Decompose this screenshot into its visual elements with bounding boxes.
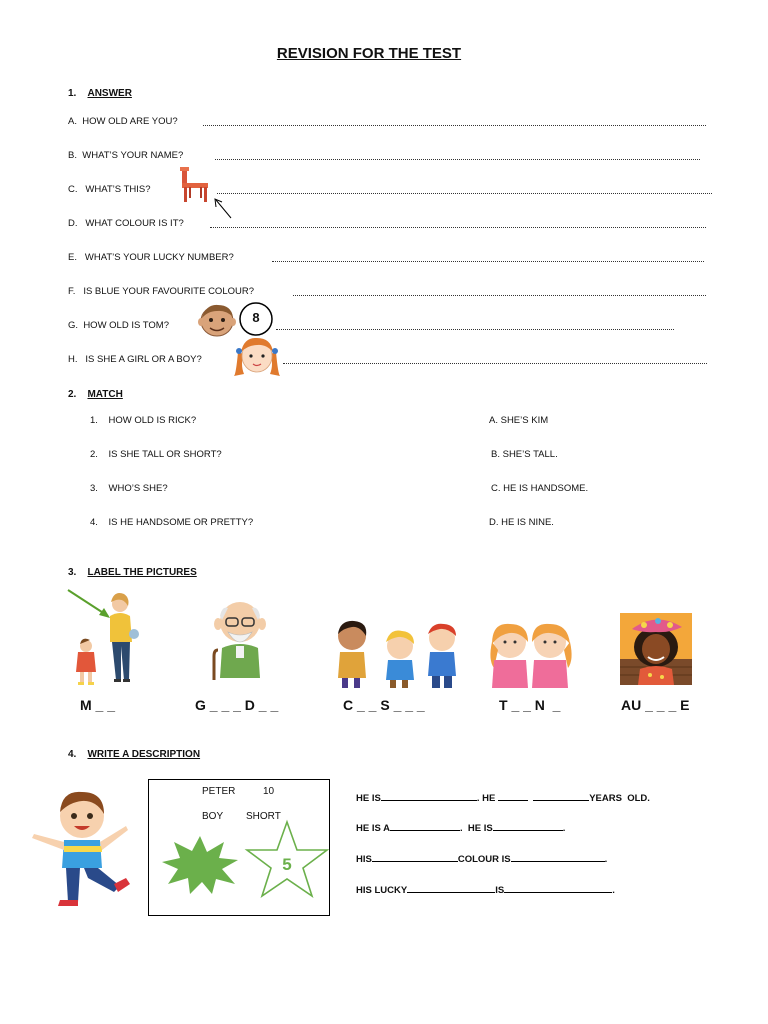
section-4-heading: 4. WRITE A DESCRIPTION <box>68 749 201 760</box>
blank-4b[interactable] <box>504 892 612 893</box>
answer-line-e[interactable] <box>272 261 704 262</box>
blank-2b[interactable] <box>493 830 563 831</box>
green-starburst-icon <box>160 836 240 894</box>
section-2-heading: 2. MATCH <box>68 389 123 400</box>
girl-face-icon <box>230 334 284 378</box>
match-left-2: 2. IS SHE TALL OR SHORT? <box>90 449 222 460</box>
blank-4a[interactable] <box>407 892 495 893</box>
label-twins: T _ _ N _ <box>499 697 561 713</box>
desc-line-4: HIS LUCKY IS . <box>356 885 615 896</box>
desc-line-2: HE IS A . HE IS . <box>356 823 566 834</box>
question-d: D. WHAT COLOUR IS IT? <box>68 218 184 229</box>
twins-picture <box>486 620 576 690</box>
section-3-heading: 3. LABEL THE PICTURES <box>68 567 197 578</box>
answer-line-g[interactable] <box>276 329 674 330</box>
match-right-d: D. HE IS NINE. <box>489 517 554 528</box>
section-1-heading: 1. ANSWER <box>68 88 132 99</box>
chair-icon <box>175 165 213 203</box>
card-gender: BOY <box>202 811 224 822</box>
desc-line-1: HE IS . HE YEARS OLD. <box>356 793 650 804</box>
blank-1b[interactable] <box>498 800 528 801</box>
blank-3b[interactable] <box>511 861 605 862</box>
match-right-a: A. SHE’S KIM <box>489 415 549 426</box>
match-right-b: B. SHE’S TALL. <box>491 449 558 460</box>
boy-face-icon <box>198 302 236 338</box>
question-b: B. WHAT’S YOUR NAME? <box>68 150 184 161</box>
question-h: H. IS SHE A GIRL OR A BOY? <box>68 354 202 365</box>
boy-peter-picture <box>30 786 132 908</box>
card-name: PETER <box>202 786 236 797</box>
blank-3a[interactable] <box>372 861 458 862</box>
match-left-4: 4. IS HE HANDSOME OR PRETTY? <box>90 517 254 528</box>
question-g: G. HOW OLD IS TOM? <box>68 320 170 331</box>
grandfather-picture <box>200 598 280 682</box>
answer-line-a[interactable] <box>203 125 706 126</box>
label-cousins: C _ _ S _ _ _ <box>343 697 425 713</box>
label-mother: M _ _ <box>80 697 116 713</box>
question-a: A. HOW OLD ARE YOU? <box>68 116 178 127</box>
label-grandad: G _ _ _ D _ _ <box>195 697 279 713</box>
answer-line-h[interactable] <box>283 363 707 364</box>
aunt-picture <box>620 613 692 685</box>
blank-1c[interactable] <box>533 800 589 801</box>
page-title: REVISION FOR THE TEST <box>276 45 462 62</box>
question-f: F. IS BLUE YOUR FAVOURITE COLOUR? <box>68 286 255 297</box>
starburst-shape <box>162 836 238 894</box>
cousins-picture <box>332 618 466 690</box>
match-left-3: 3. WHO’S SHE? <box>90 483 168 494</box>
blank-1a[interactable] <box>381 800 477 801</box>
answer-line-c[interactable] <box>217 193 712 194</box>
match-left-1: 1. HOW OLD IS RICK? <box>90 415 197 426</box>
card-age: 10 <box>263 786 275 797</box>
question-c: C. WHAT’S THIS? <box>68 184 151 195</box>
blank-2a[interactable] <box>390 830 460 831</box>
answer-line-b[interactable] <box>215 159 700 160</box>
tom-age: 8 <box>252 310 260 325</box>
match-right-c: C. HE IS HANDSOME. <box>491 483 589 494</box>
answer-line-d[interactable] <box>210 227 706 228</box>
label-aunt: AU _ _ _ E <box>621 697 690 713</box>
desc-line-3: HIS COLOUR IS . <box>356 854 608 865</box>
arrow-icon <box>212 196 234 220</box>
card-height: SHORT <box>246 811 281 822</box>
question-e: E. WHAT’S YOUR LUCKY NUMBER? <box>68 252 234 263</box>
lucky-number: 5 <box>282 855 292 874</box>
mother-child-picture <box>66 588 150 692</box>
answer-line-f[interactable] <box>293 295 706 296</box>
